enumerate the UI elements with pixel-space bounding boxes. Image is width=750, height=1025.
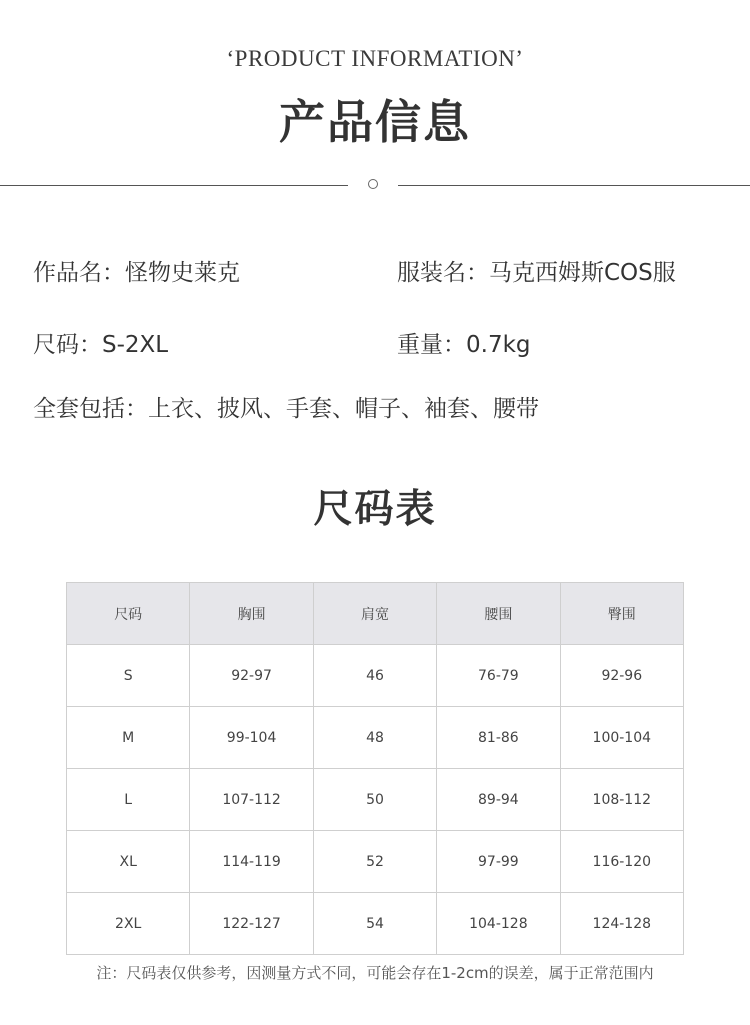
table-cell: 104-128 [437,893,560,955]
table-cell: 100-104 [560,707,683,769]
table-row [67,893,684,955]
table-cell: 124-128 [560,893,683,955]
table-cell: 108-112 [560,769,683,831]
table-cell: 52 [313,831,436,893]
column-header: 肩宽 [313,583,436,645]
divider-left [0,185,348,186]
table-cell: 92-97 [190,645,313,707]
table-cell: 54 [313,893,436,955]
eyebrow-text: ‘PRODUCT INFORMATION’ [226,46,524,71]
table-cell: 89-94 [437,769,560,831]
size-chart-note: 注：尺码表仅供参考，因测量方式不同，可能会存在1-2cm的误差，属于正常范围内 [96,964,654,982]
table-cell: XL [67,831,190,893]
table-cell: S [67,645,190,707]
table-header-row [67,583,684,645]
size-chart-table [66,582,684,955]
table-cell: M [67,707,190,769]
table-row [67,769,684,831]
table-row [67,831,684,893]
divider-circle-icon [368,179,378,189]
table-cell: 114-119 [190,831,313,893]
table-cell: L [67,769,190,831]
weight-text: 重量：0.7kg [397,332,531,358]
table-row [67,645,684,707]
table-cell: 46 [313,645,436,707]
column-header: 臀围 [560,583,683,645]
table-cell: 50 [313,769,436,831]
costume-name-text: 服装名：马克西姆斯COS服 [397,260,676,286]
table-cell: 2XL [67,893,190,955]
set-includes-text: 全套包括：上衣、披风、手套、帽子、袖套、腰带 [33,396,539,422]
divider-right [398,185,750,186]
column-header: 胸围 [190,583,313,645]
column-header: 尺码 [67,583,190,645]
table-cell: 97-99 [437,831,560,893]
column-header: 腰围 [437,583,560,645]
size-chart-title: 尺码表 [313,486,437,532]
work-name-text: 作品名：怪物史莱克 [33,260,240,286]
table-cell: 81-86 [437,707,560,769]
table-cell: 92-96 [560,645,683,707]
page-title: 产品信息 [279,95,471,149]
table-cell: 122-127 [190,893,313,955]
table-cell: 116-120 [560,831,683,893]
table-cell: 99-104 [190,707,313,769]
table-cell: 76-79 [437,645,560,707]
size-range-text: 尺码：S-2XL [33,332,169,358]
table-cell: 48 [313,707,436,769]
table-row [67,707,684,769]
table-cell: 107-112 [190,769,313,831]
